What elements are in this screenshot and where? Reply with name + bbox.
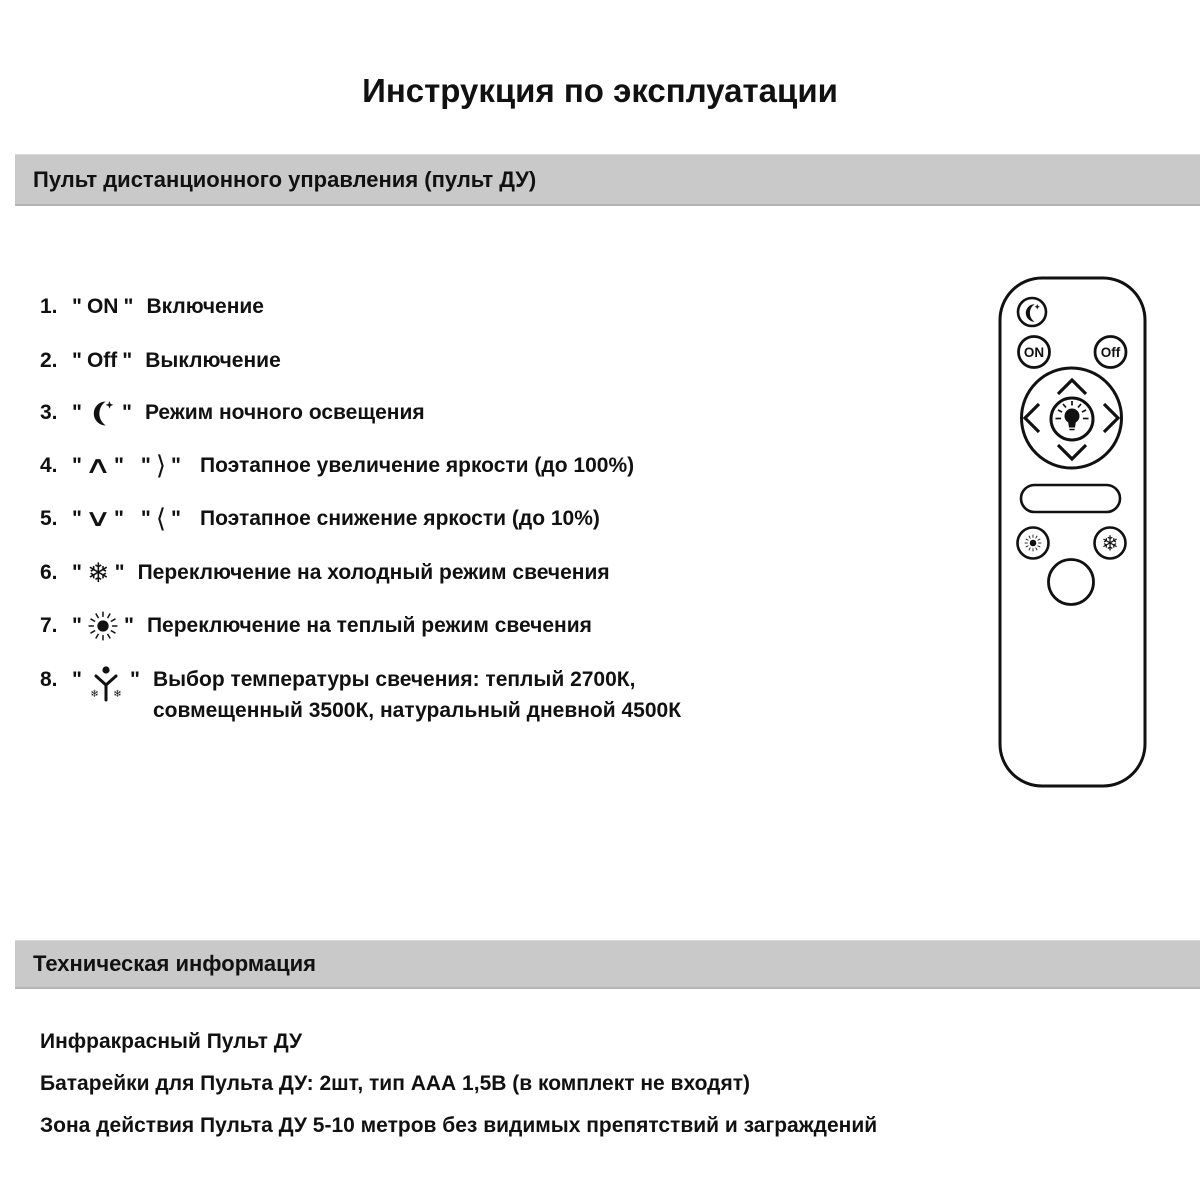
list-item-2 <box>40 346 281 376</box>
item-label: Включение <box>146 295 264 318</box>
section-header-remote <box>15 154 1200 206</box>
remote-illustration <box>992 273 1152 793</box>
list-item-1 <box>40 292 264 322</box>
svg-text:❄: ❄ <box>90 689 99 700</box>
list-item-7 <box>40 611 592 641</box>
quote-mark: " <box>72 401 82 424</box>
remote-off-label: Off <box>1100 345 1121 360</box>
item-label: Поэтапное снижение яркости (до 10%) <box>200 507 600 530</box>
quote-mark: " <box>113 507 124 530</box>
quote-mark: " <box>140 507 151 530</box>
quote-mark: " <box>171 507 181 530</box>
sun-icon <box>87 610 119 642</box>
quote-mark: " <box>72 561 82 584</box>
chevron-down-icon: ∨ <box>84 504 112 533</box>
quote-mark: " <box>123 614 134 637</box>
chevron-up-icon: ∧ <box>84 451 112 480</box>
item-number: 6. <box>40 561 58 584</box>
quote-mark: " <box>72 614 82 637</box>
quote-mark: " <box>72 295 82 318</box>
item-label: Переключение на теплый режим свечения <box>146 614 592 637</box>
item-number: 3. <box>40 401 58 424</box>
item-label: Выбор температуры свечения: теплый 2700К, совмещенный 3500К, натуральный дневной 4500К <box>152 668 682 722</box>
remote-on-label: ON <box>1023 345 1045 360</box>
quote-mark: " <box>129 668 140 691</box>
quote-mark: " <box>140 454 151 477</box>
section-header-remote-label: Пульт дистанционного управления (пульт ДУ) <box>33 166 537 192</box>
page-title: Инструкция по эксплуатации <box>362 72 838 109</box>
tech-info-line: Зона действия Пульта ДУ 5-10 метров без видимых препятствий и заграждений <box>40 1114 878 1137</box>
list-item-3 <box>40 398 425 428</box>
chevron-left-icon: ⟨ <box>155 504 167 534</box>
section-header-tech-label: Техническая информация <box>33 951 316 976</box>
item-number: 1. <box>40 295 58 318</box>
list-item-6 <box>40 558 610 588</box>
moon-icon <box>87 399 117 428</box>
quote-mark: " <box>114 561 125 584</box>
svg-text:❄: ❄ <box>113 689 122 700</box>
chevron-right-icon: ⟩ <box>155 451 167 481</box>
item-label: Переключение на холодный режим свечения <box>137 561 610 584</box>
quote-mark: " <box>171 454 181 477</box>
item-number: 5. <box>40 507 58 530</box>
quote-mark: " <box>72 668 82 691</box>
list-item-8 <box>40 664 681 726</box>
tech-info-block <box>40 1028 877 1154</box>
quote-mark: " <box>72 507 82 530</box>
color-temperature-icon <box>87 664 125 708</box>
section-header-tech <box>15 940 1200 989</box>
item-number: 8. <box>40 668 58 691</box>
tech-info-line: Инфракрасный Пульт ДУ <box>40 1030 303 1053</box>
snowflake-icon: ❄ <box>86 557 110 589</box>
off-key-label: Off <box>86 349 118 372</box>
item-number: 7. <box>40 614 58 637</box>
quote-mark: " <box>121 401 132 424</box>
on-key-label: ON <box>86 295 119 318</box>
item-number: 2. <box>40 349 58 372</box>
quote-mark: " <box>122 349 133 372</box>
tech-info-line: Батарейки для Пульта ДУ: 2шт, тип ААА 1,5В (в комплект не входят) <box>40 1072 751 1095</box>
item-label: Поэтапное увеличение яркости (до 100%) <box>200 454 635 477</box>
list-item-5 <box>40 504 600 534</box>
item-number: 4. <box>40 454 58 477</box>
quote-mark: " <box>113 454 124 477</box>
item-label: Выключение <box>145 349 281 372</box>
quote-mark: " <box>72 349 82 372</box>
item-label: Режим ночного освещения <box>144 401 425 424</box>
list-item-4 <box>40 451 634 481</box>
quote-mark: " <box>123 295 134 318</box>
quote-mark: " <box>72 454 82 477</box>
snowflake-icon: ❄ <box>1101 532 1119 556</box>
